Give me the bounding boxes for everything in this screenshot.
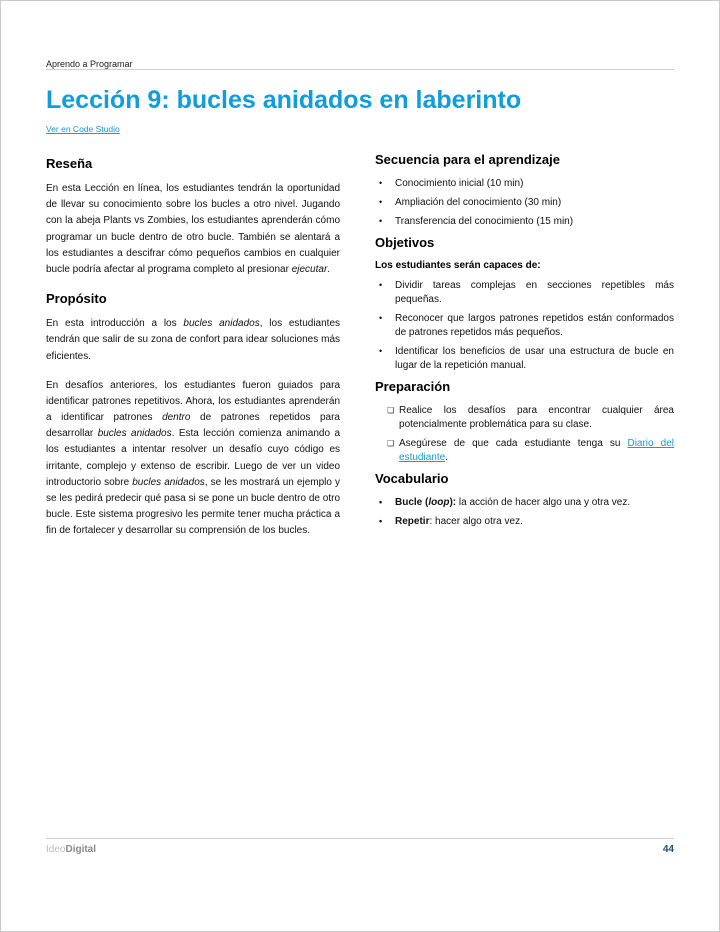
list-item — [375, 279, 674, 307]
student-journal-link[interactable]: Diario del estudiante — [399, 438, 674, 463]
list-item — [375, 437, 674, 465]
list-item — [375, 496, 674, 510]
objetivos-heading: Objetivos — [375, 235, 435, 250]
text-segment-italic: bucles anidados — [132, 476, 205, 488]
list-item-text: Identificar los beneficios de usar una estructura de bucle en lugar de la repetición manual. — [395, 346, 674, 371]
bullet-icon: • — [379, 313, 383, 323]
list-item-text: Conocimiento inicial (10 min) — [395, 178, 524, 189]
footer-divider — [46, 838, 674, 839]
definition-segment: : hacer algo otra vez. — [429, 516, 523, 527]
list-item — [375, 515, 674, 529]
term-segment: ): — [449, 497, 457, 508]
text-segment: En esta Lección en línea, los estudiantes tendrán la oportunidad de llevar su conocimiento sobre los bucles a otro nivel. Jugando con la abeja Plants vs Zombies, los estudiantes aprenderán cómo programar un bucle dentro de otro bucle. También se alentará a los estudiantes a descifrar cómo pequeños cambios en cualquier bucle podría afectar al programa completo al presionar — [46, 183, 341, 275]
text-segment: . — [327, 263, 331, 275]
objetivos-lead: Los estudiantes serán capaces de: — [375, 260, 541, 271]
text-segment-italic: bucles anidados — [183, 318, 260, 330]
page-title: Lección 9: bucles anidados en laberinto — [46, 86, 522, 114]
vocabulario-heading: Vocabulario — [375, 471, 449, 486]
text-segment: , los estudiantes tendrán que salir de su zona de confort para idear soluciones más eficientes. — [46, 318, 341, 362]
bullet-icon: • — [379, 197, 383, 207]
header-divider — [46, 69, 674, 70]
secuencia-list — [375, 177, 674, 229]
text-segment: En esta introducción a los — [46, 318, 184, 330]
bullet-icon: • — [379, 280, 383, 290]
text-segment-italic: bucles anidados — [97, 428, 172, 440]
list-item — [375, 215, 674, 229]
brand-segment-bold: Digital — [65, 844, 97, 855]
footer-row — [46, 844, 674, 855]
secuencia-heading: Secuencia para el aprendizaje — [375, 152, 560, 167]
bullet-icon: • — [379, 178, 383, 188]
resena-heading: Reseña — [46, 156, 93, 171]
list-item-text: Reconocer que largos patrones repetidos están conformados de patrones repetidos más pequeños. — [395, 313, 674, 338]
list-item-text: Dividir tareas complejas en secciones repetibles más pequeñas. — [395, 280, 674, 305]
text-segment: . — [445, 452, 448, 463]
checkbox-icon: ❑ — [387, 406, 395, 415]
text-segment: de patrones repetidos para desarrollar — [46, 412, 340, 440]
text-segment-italic: dentro — [162, 412, 191, 424]
footer-brand — [46, 844, 96, 855]
bullet-icon: • — [379, 516, 383, 526]
text-segment: En desafíos anteriores, los estudiantes fueron guiados para identificar patrones repetitivos. Ahora, los estudiantes aprenderán a identificar patrones — [46, 379, 341, 424]
bullet-icon: • — [379, 346, 383, 356]
list-item — [375, 312, 674, 340]
page-number: 44 — [662, 844, 674, 855]
list-item-text: Ampliación del conocimiento (30 min) — [395, 197, 562, 208]
list-item-text: Realice los desafíos para encontrar cualquier área potencialmente problemática para su clase. — [399, 405, 674, 430]
list-item — [375, 404, 674, 432]
resena-paragraph — [46, 181, 340, 278]
objetivos-list — [375, 279, 674, 373]
content-columns — [46, 152, 674, 553]
term-segment: Bucle ( — [395, 497, 429, 508]
proposito-paragraph-2 — [46, 378, 340, 540]
list-item-text — [399, 437, 674, 465]
proposito-paragraph-1 — [46, 316, 340, 365]
term-segment: Repetir — [395, 516, 430, 527]
list-item — [375, 177, 674, 191]
list-item-text — [395, 515, 674, 529]
proposito-heading: Propósito — [46, 291, 107, 307]
definition-segment: la acción de hacer algo una y otra vez. — [456, 497, 631, 508]
text-segment: . Esta lección comienza animando a los estudiantes a intentar resolver un desafío cuyo código es irritante, complejo y extenso de escribir. Luego de ver un video introductorio sobre — [46, 428, 341, 488]
text-segment: Asegúrese de que cada estudiante tenga su — [399, 438, 628, 449]
brand-segment-light: Ideo — [46, 844, 66, 855]
right-column — [375, 152, 674, 553]
vocabulario-list — [375, 496, 674, 529]
term-segment-italic: loop — [428, 497, 450, 508]
preparacion-list — [375, 404, 674, 465]
list-item-text: Transferencia del conocimiento (15 min) — [395, 216, 574, 227]
page-header — [46, 59, 674, 69]
header-label: Aprendo a Programar — [46, 59, 133, 69]
list-item — [375, 345, 674, 373]
code-studio-link[interactable]: Ver en Code Studio — [46, 124, 120, 134]
list-item-text — [395, 496, 674, 510]
bullet-icon: • — [379, 497, 383, 507]
bullet-icon: • — [379, 216, 383, 226]
page-footer — [46, 838, 674, 855]
left-column — [46, 152, 340, 553]
list-item — [375, 196, 674, 210]
preparacion-heading: Preparación — [375, 379, 451, 394]
checkbox-icon: ❑ — [387, 439, 395, 448]
text-segment: , se les mostrará un ejemplo y se les pedirá predecir qué pasa si se pone un bucle dentro de otro bucle. Este sistema progresivo les permite tener mucha práctica a fin de fortalecer y desarrollar su comprensión de los bucles. — [46, 476, 341, 537]
text-segment-italic: ejecutar — [291, 263, 328, 275]
